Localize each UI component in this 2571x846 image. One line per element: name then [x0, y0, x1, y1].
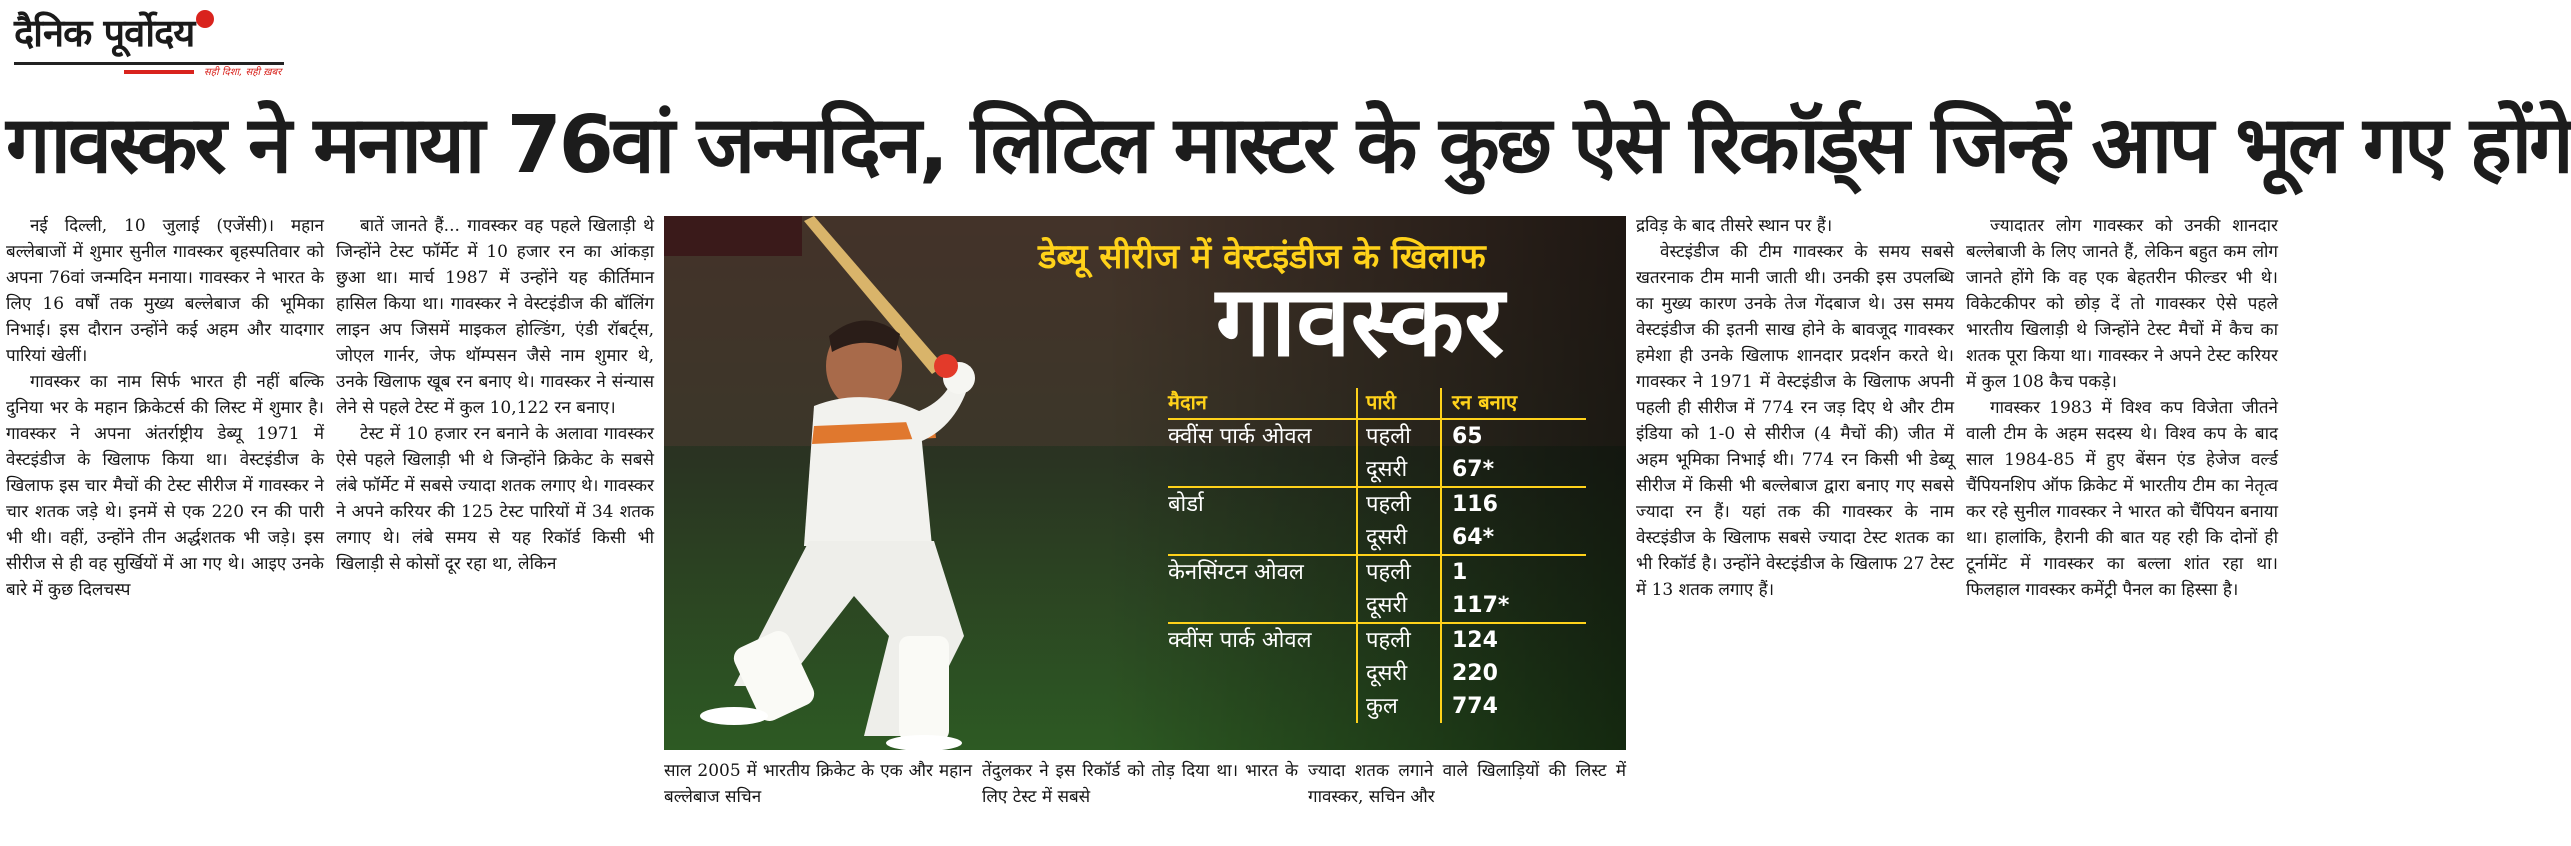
masthead-tagline: सही दिशा, सही ख़बर: [204, 67, 282, 78]
innings-cell: दूसरी: [1356, 453, 1440, 486]
ground-block-queens-park-1: [1168, 418, 1586, 486]
venue-cell: [1168, 521, 1356, 554]
runs-cell: 67*: [1440, 453, 1586, 486]
runs-cell: 65: [1440, 420, 1586, 453]
venue-cell: क्वींस पार्क ओवल: [1168, 628, 1312, 653]
innings-cell: पहली: [1356, 488, 1440, 521]
article-column-5: [1636, 213, 1954, 841]
venue-cell: बोर्डा: [1168, 492, 1204, 517]
ground-block-queens-park-2: [1168, 622, 1586, 723]
stats-row: [1168, 657, 1586, 690]
stats-row: [1168, 420, 1586, 453]
article-column-1: [6, 213, 324, 841]
paragraph: टेस्ट में 10 हजार रन बनाने के अलावा गावस्कर ऐसे पहले खिलाड़ी भी थे जिन्होंने क्रिकेट के सबसे लंबे फॉर्मेट में सबसे ज्यादा शतक लगाए थे। गावस्कर ने अपने करियर की 125 टेस्ट पारियों में 34 शतक लगाए थे। लंबे समय से यह रिकॉर्ड किसी भी खिलाड़ी से कोसों दूर रहा था, लेकिन: [336, 424, 654, 574]
innings-cell: पहली: [1356, 624, 1440, 657]
venue-cell: [1168, 690, 1356, 723]
article-strip-1: साल 2005 में भारतीय क्रिकेट के एक और महान बल्लेबाज सचिन: [664, 761, 972, 807]
paragraph: गावस्कर का नाम सिर्फ भारत ही नहीं बल्कि दुनिया भर के महान क्रिकेटर्स की लिस्ट में शुमार है। गावस्कर ने अपना अंतर्राष्ट्रीय डेब्यू 1971 में वेस्टइंडीज के खिलाफ किया था। वेस्टइंडीज के खिलाफ इस चार मैचों की टेस्ट सीरीज में गावस्कर ने चार शतक जड़े थे। इनमें से एक 220 रन की पारी भी थी। वहीं, उन्होंने तीन अर्द्धशतक भी जड़े। इस सीरीज से ही वह सुर्खियों में आ गए थे। आइए उनके बारे में कुछ दिलचस्प: [6, 372, 324, 600]
masthead-logo: [14, 6, 304, 78]
innings-cell: पहली: [1356, 556, 1440, 589]
stats-header-row: [1168, 388, 1586, 418]
innings-cell: दूसरी: [1356, 657, 1440, 690]
paragraph: द्रविड़ के बाद तीसरे स्थान पर हैं।: [1636, 216, 1833, 236]
header-venue: मैदान: [1168, 390, 1207, 414]
paragraph: गावस्कर 1983 में विश्व कप विजेता जीतने वाली टीम के अहम सदस्य थे। विश्व कप के बाद साल 1984-85 में हुए बेंसन एंड हेजेज वर्ल्ड चैंपियनशिप ऑफ क्रिकेट में भारतीय टीम का नेतृत्व कर रहे सुनील गावस्कर ने भारत को चैंपियन बनाया था। हालांकि, हैरानी की बात यह रही कि दोनों ही टूर्नामेंट में गावस्कर का बल्ला शांत रहा था। फिलहाल गावस्कर कमेंट्री पैनल का हिस्सा है।: [1966, 398, 2278, 600]
venue-cell: [1168, 657, 1356, 690]
paragraph: ज्यादातर लोग गावस्कर को उनकी शानदार बल्लेबाजी के लिए जानते हैं, लेकिन बहुत कम लोग जानते होंगे कि वह एक बेहतरीन फील्डर भी थे। विकेटकीपर को छोड़ दें तो गावस्कर ऐसे पहले भारतीय खिलाड़ी थे जिन्होंने टेस्ट मैचों में कैच का शतक पूरा किया था। गावस्कर ने अपने टेस्ट करियर में कुल 108 कैच पकड़े।: [1966, 216, 2278, 392]
stats-row: [1168, 453, 1586, 486]
headline: गावस्कर ने मनाया 76वां जन्मदिन, लिटिल मास्टर के कुछ ऐसे रिकॉर्ड्स जिन्हें आप भूल गए होंगे: [6, 99, 2571, 191]
paragraph: वेस्टइंडीज की टीम गावस्कर के समय सबसे खतरनाक टीम मानी जाती थी। उनकी इस उपलब्धि का मुख्य कारण उनके तेज गेंदबाज थे। उस समय वेस्टइंडीज की इतनी साख होने के बावजूद गावस्कर हमेशा ही उनके खिलाफ शानदार प्रदर्शन करते थे। गावस्कर ने 1971 में वेस्टइंडीज के खिलाफ अपनी पहली ही सीरीज में 774 रन जड़ दिए थे और टीम इंडिया को 1-0 से सीरीज (4 मैचों की) जीत में अहम भूमिका निभाई थी। 774 रन किसी भी डेब्यू सीरीज में किसी भी बल्लेबाज द्वारा बनाए गए सबसे ज्यादा रन हैं। यहां तक की गावस्कर के नाम वेस्टइंडीज के खिलाफ सबसे ज्यादा टेस्ट शतक का भी रिकॉर्ड है। उन्होंने वेस्टइंडीज के खिलाफ 27 टेस्ट में 13 शतक लगाए हैं।: [1636, 242, 1954, 600]
article-strip-3: ज्यादा शतक लगाने वाले खिलाड़ियों की लिस्ट में गावस्कर, सचिन और: [1308, 761, 1626, 807]
stats-row: [1168, 488, 1586, 521]
innings-cell: दूसरी: [1356, 589, 1440, 622]
header-innings: पारी: [1356, 388, 1440, 418]
runs-cell: 774: [1440, 690, 1586, 723]
ground-block-bourda: [1168, 486, 1586, 554]
stats-row: [1168, 589, 1586, 622]
ground-block-kensington: [1168, 554, 1586, 622]
masthead-name: दैनिक पूर्वोदय: [14, 6, 304, 58]
venue-cell: [1168, 589, 1356, 622]
graphic-player-name: गावस्कर: [1215, 265, 1505, 379]
runs-cell: 64*: [1440, 521, 1586, 554]
stats-table: [1168, 388, 1586, 723]
innings-cell: दूसरी: [1356, 521, 1440, 554]
stats-row: [1168, 624, 1586, 657]
stats-row: [1168, 521, 1586, 554]
logo-dot-icon: [196, 10, 214, 28]
masthead-red-bar: [124, 70, 194, 74]
article-strip-2: तेंदुलकर ने इस रिकॉर्ड को तोड़ दिया था। भारत के लिए टेस्ट में सबसे: [982, 761, 1298, 807]
runs-cell: 117*: [1440, 589, 1586, 622]
venue-cell: [1168, 453, 1356, 486]
article-column-6: [1966, 213, 2278, 841]
venue-cell: केनसिंग्टन ओवल: [1168, 560, 1304, 585]
header-runs: रन बनाए: [1440, 388, 1586, 418]
runs-cell: 220: [1440, 657, 1586, 690]
runs-cell: 116: [1440, 488, 1586, 521]
paragraph: नई दिल्ली, 10 जुलाई (एजेंसी)। महान बल्लेबाजों में शुमार सुनील गावस्कर बृहस्पतिवार को अपना 76वां जन्मदिन मनाया। गावस्कर ने भारत के लिए 16 वर्षों तक मुख्य बल्लेबाज की भूमिका निभाई। इस दौरान उन्होंने कई अहम और यादगार पारियां खेलीं।: [6, 216, 324, 366]
innings-cell: कुल: [1356, 690, 1440, 723]
runs-cell: 124: [1440, 624, 1586, 657]
photo-corner-tab: [664, 216, 802, 256]
innings-cell: पहली: [1356, 420, 1440, 453]
stats-row: [1168, 556, 1586, 589]
paragraph: बातें जानते हैं... गावस्कर वह पहले खिलाड़ी थे जिन्होंने टेस्ट फॉर्मेट में 10 हजार रन का आंकड़ा छुआ था। मार्च 1987 में उन्होंने यह कीर्तिमान हासिल किया था। गावस्कर ने वेस्टइंडीज की बॉलिंग लाइन अप जिसमें माइकल होल्डिंग, एंडी रॉबर्ट्स, जोएल गार्नर, जेफ थॉम्पसन जैसे नाम शुमार थे, उनके खिलाफ खूब रन बनाए थे। गावस्कर ने संन्यास लेने से पहले टेस्ट में कुल 10,122 रन बनाए।: [336, 216, 654, 418]
venue-cell: क्वींस पार्क ओवल: [1168, 424, 1312, 449]
graphic-subtitle: डेब्यू सीरीज में वेस्टइंडीज के खिलाफ: [1038, 237, 1486, 277]
runs-cell: 1: [1440, 556, 1586, 589]
article-column-2: [336, 213, 654, 841]
stats-row-total: [1168, 690, 1586, 723]
